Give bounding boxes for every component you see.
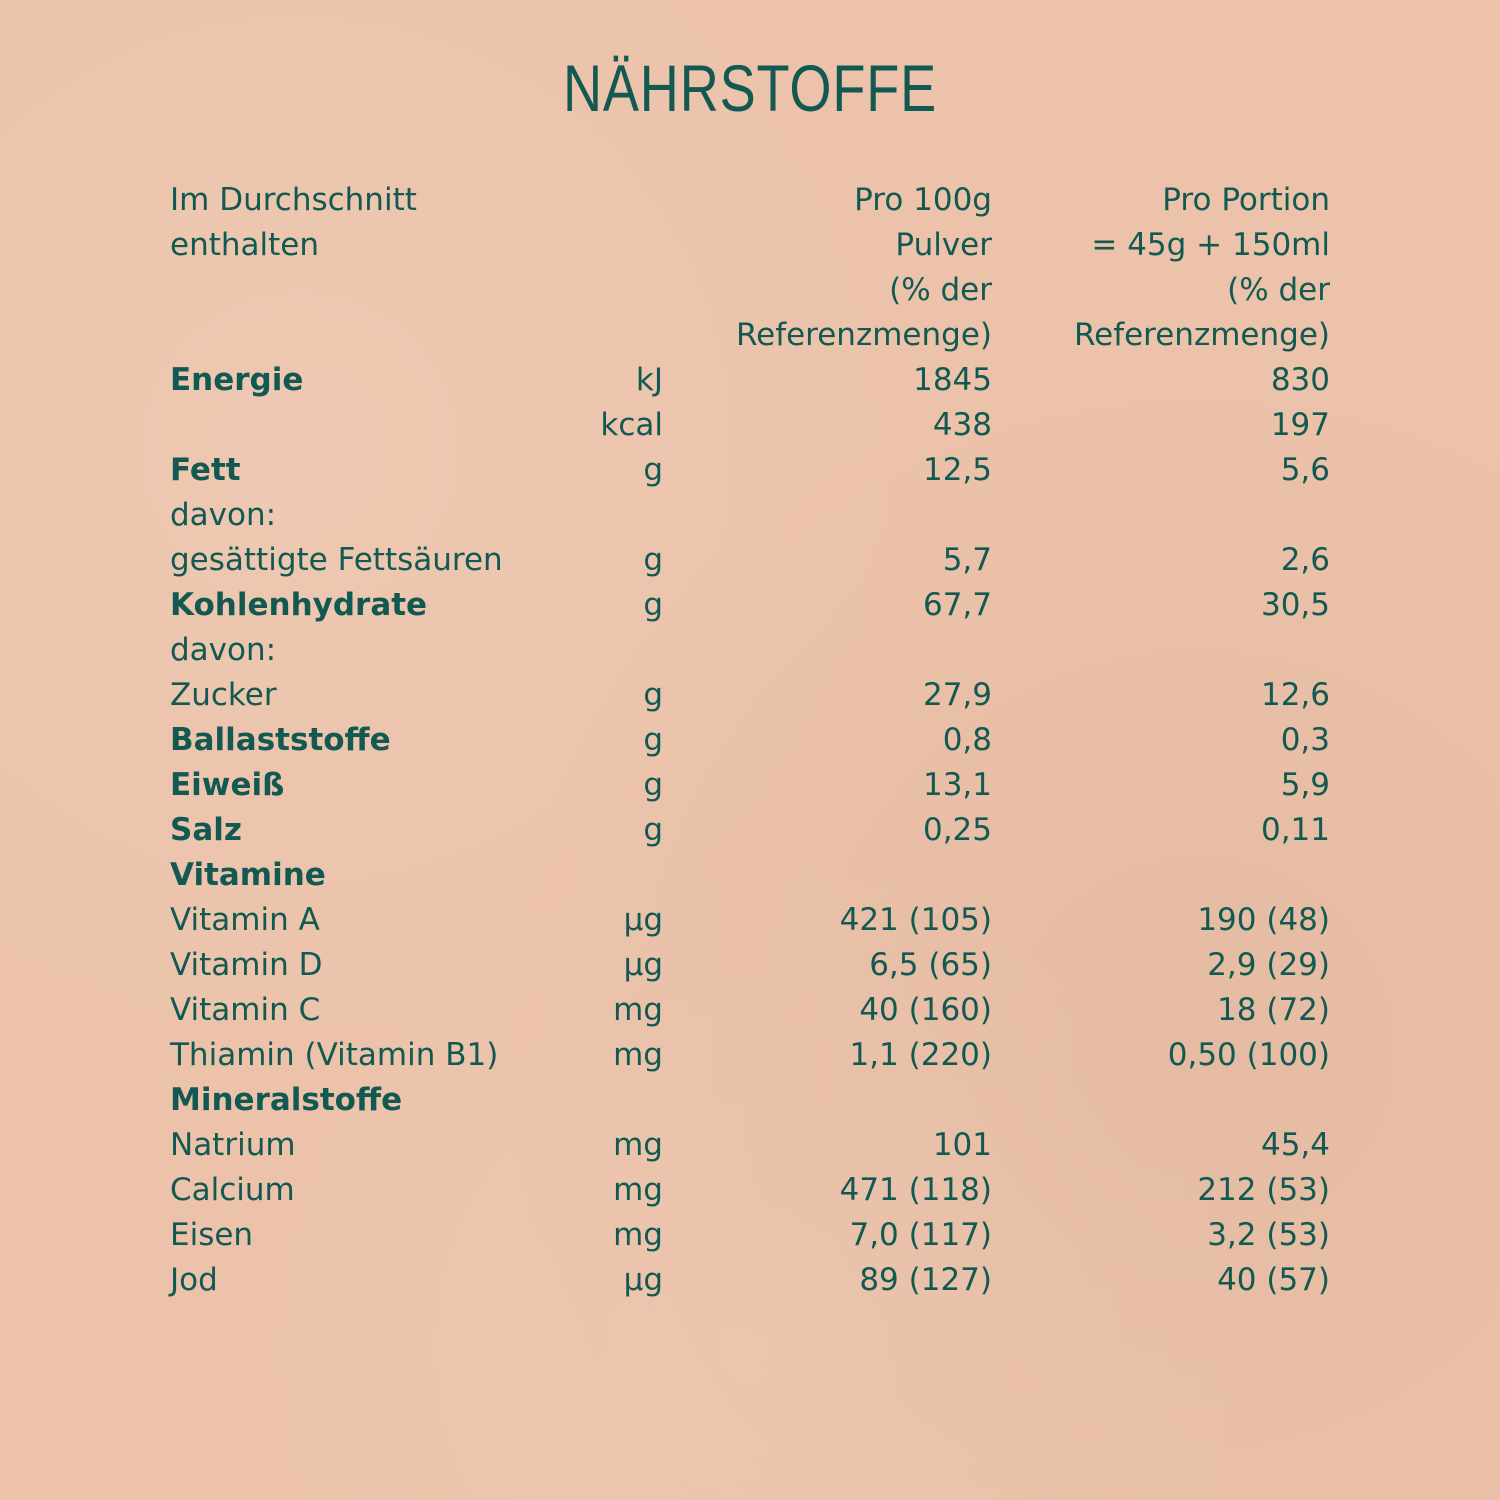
value-per-portion: 190 (48) [1197,902,1330,938]
value-per-portion: 2,6 [1280,542,1330,578]
table-row [170,898,1330,943]
nutrition-table [170,178,1330,1303]
nutrient-unit: g [643,542,663,578]
nutrient-label: Salz [170,812,242,848]
nutrient-label: Vitamin D [170,947,323,983]
value-per-portion: 830 [1270,362,1330,398]
nutrient-label: Jod [170,1262,218,1298]
value-per-portion: 5,9 [1280,767,1330,803]
nutrient-label: Vitamin C [170,992,321,1028]
header-col1-line: Referenzmenge) [735,317,992,353]
table-row [170,538,1330,583]
table-row [170,448,1330,493]
value-per-portion: 212 (53) [1197,1172,1330,1208]
value-per-100g: 471 (118) [839,1172,992,1208]
value-per-100g: 13,1 [922,767,992,803]
value-per-portion: 12,6 [1260,677,1330,713]
table-row [170,1033,1330,1078]
value-per-portion: 197 [1270,407,1330,443]
nutrient-unit: mg [613,1127,663,1163]
header-row [170,178,1330,223]
value-per-100g: 0,25 [922,812,992,848]
value-per-100g: 40 (160) [859,992,992,1028]
nutrient-unit: µg [623,947,663,983]
nutrient-label: Thiamin (Vitamin B1) [170,1037,499,1073]
table-row [170,1123,1330,1168]
value-per-portion: 2,9 (29) [1207,947,1330,983]
page-title: NÄHRSTOFFE [562,51,938,125]
value-per-portion: 0,3 [1280,722,1330,758]
table-row [170,988,1330,1033]
nutrient-label: Ballaststoffe [170,722,391,758]
value-per-100g: 421 (105) [839,902,992,938]
value-per-portion: 0,50 (100) [1167,1037,1330,1073]
nutrient-unit: µg [623,1262,663,1298]
nutrient-label: Vitamin A [170,902,320,938]
nutrient-label: Natrium [170,1127,296,1163]
header-col2-line: Pro Portion [1162,182,1330,218]
table-row [170,718,1330,763]
nutrient-label: Mineralstoffe [170,1082,403,1118]
table-row [170,358,1330,403]
nutrient-label: davon: [170,632,277,668]
value-per-100g: 1,1 (220) [849,1037,992,1073]
nutrient-unit: g [643,587,663,623]
table-row [170,1078,1330,1123]
nutrient-label: Energie [170,362,304,398]
value-per-portion: 40 (57) [1217,1262,1330,1298]
header-col2-line: (% der [1227,272,1330,308]
nutrient-unit: mg [613,1037,663,1073]
nutrient-label: Eiweiß [170,767,285,803]
nutrient-label: gesättigte Fettsäuren [170,542,503,578]
header-label-line: Im Durchschnitt [170,182,417,218]
nutrient-unit: g [643,677,663,713]
table-row [170,853,1330,898]
nutrient-unit: µg [623,902,663,938]
nutrient-unit: mg [613,1217,663,1253]
nutrient-unit: mg [613,992,663,1028]
table-row [170,1258,1330,1303]
value-per-100g: 89 (127) [859,1262,992,1298]
nutrient-label: Eisen [170,1217,254,1253]
header-label-line: enthalten [170,227,320,263]
table-row [170,943,1330,988]
value-per-100g: 6,5 (65) [869,947,992,983]
header-row [170,223,1330,268]
value-per-portion: 3,2 (53) [1207,1217,1330,1253]
header-row [170,268,1330,313]
nutrient-label: Zucker [170,677,277,713]
nutrient-label: Kohlenhydrate [170,587,428,623]
value-per-100g: 27,9 [922,677,992,713]
value-per-portion: 18 (72) [1217,992,1330,1028]
value-per-100g: 5,7 [942,542,992,578]
header-col1-line: Pulver [895,227,992,263]
header-col1-line: Pro 100g [854,182,992,218]
nutrient-unit: g [643,812,663,848]
nutrient-unit: kcal [600,407,663,443]
value-per-portion: 45,4 [1260,1127,1330,1163]
value-per-100g: 1845 [913,362,992,398]
nutrient-unit: kJ [635,362,663,398]
nutrient-unit: g [643,452,663,488]
nutrient-label: Calcium [170,1172,295,1208]
header-col2-line: Referenzmenge) [1073,317,1330,353]
table-row [170,403,1330,448]
nutrient-unit: mg [613,1172,663,1208]
value-per-100g: 67,7 [922,587,992,623]
header-col2-line: = 45g + 150ml [1091,227,1330,263]
table-row [170,763,1330,808]
value-per-100g: 0,8 [942,722,992,758]
nutrient-label: Fett [170,452,241,488]
value-per-100g: 12,5 [922,452,992,488]
value-per-portion: 30,5 [1260,587,1330,623]
table-row [170,1213,1330,1258]
value-per-portion: 0,11 [1260,812,1330,848]
value-per-100g: 7,0 (117) [849,1217,992,1253]
nutrient-unit: g [643,767,663,803]
table-row [170,583,1330,628]
value-per-100g: 101 [932,1127,992,1163]
nutrient-label: davon: [170,497,277,533]
table-row [170,673,1330,718]
nutrient-label: Vitamine [170,857,326,893]
table-row [170,628,1330,673]
value-per-100g: 438 [932,407,992,443]
table-row [170,808,1330,853]
nutrient-unit: g [643,722,663,758]
value-per-portion: 5,6 [1280,452,1330,488]
table-row [170,493,1330,538]
header-row [170,313,1330,358]
table-row [170,1168,1330,1213]
header-col1-line: (% der [889,272,992,308]
